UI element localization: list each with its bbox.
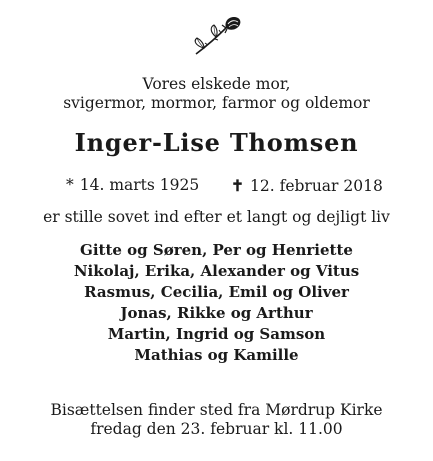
intro-text <box>0 75 433 113</box>
birth-date-group <box>66 176 199 195</box>
birth-date: 14. marts 1925 <box>79 176 200 194</box>
intro-line: Vores elskede mor, <box>142 75 291 93</box>
rose-icon <box>188 14 244 58</box>
family-line: Nikolaj, Erika, Alexander og Vitus <box>73 262 360 280</box>
intro-line: svigermor, mormor, farmor og oldemor <box>63 94 370 112</box>
birth-star-icon: * <box>66 176 74 194</box>
family-line: Gitte og Søren, Per og Henriette <box>80 241 353 259</box>
death-date: 12. februar 2018 <box>250 177 383 195</box>
funeral-service-info <box>0 401 433 439</box>
family-line: Jonas, Rikke og Arthur <box>120 304 313 322</box>
passed-away-text: er stille sovet ind efter et langt og dejligt liv <box>43 208 390 226</box>
family-line: Martin, Ingrid og Samson <box>107 325 326 343</box>
family-line: Rasmus, Cecilia, Emil og Oliver <box>84 283 349 301</box>
family-line: Mathias og Kamille <box>134 346 299 364</box>
family-list <box>0 240 433 366</box>
death-date-group <box>231 176 383 196</box>
service-line: fredag den 23. februar kl. 11.00 <box>90 420 343 438</box>
deceased-name: Inger-Lise Thomsen <box>74 128 359 157</box>
cross-icon: ✝ <box>231 176 244 195</box>
service-line: Bisættelsen finder sted fra Mørdrup Kirke <box>50 401 383 419</box>
